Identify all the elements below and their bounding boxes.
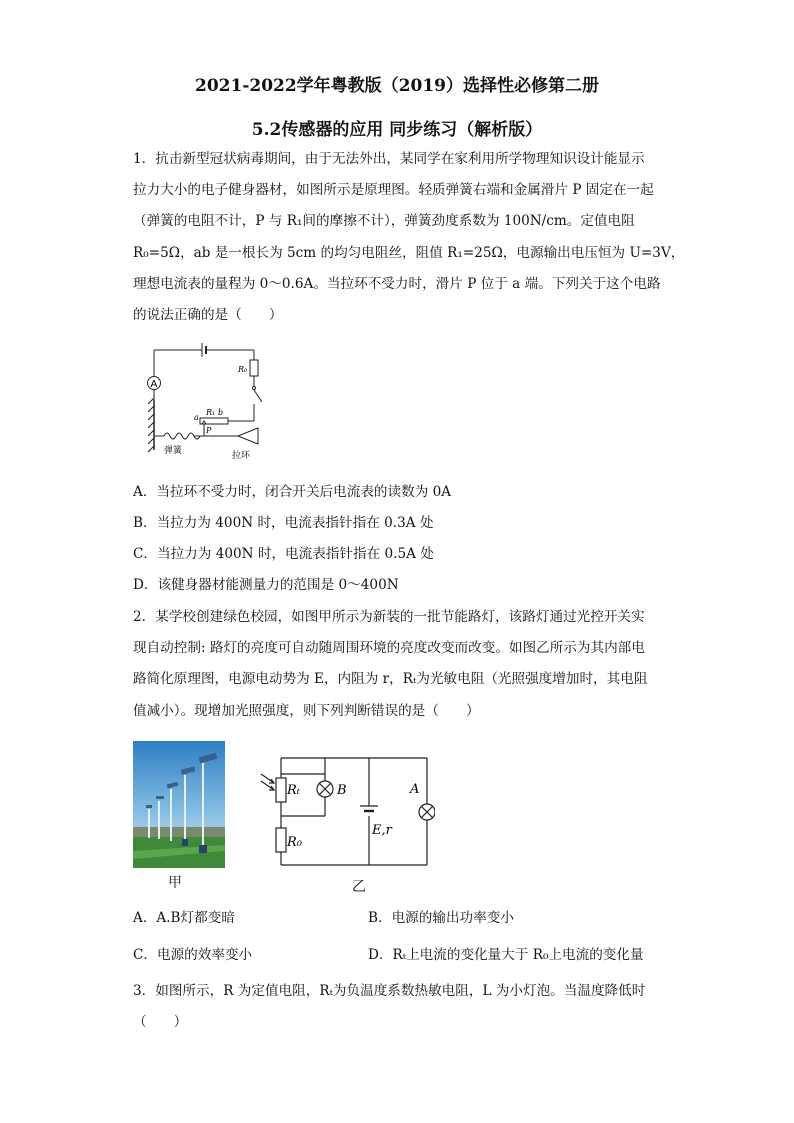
q2-line: 2．某学校创建绿色校园，如图甲所示为新装的一批节能路灯，该路灯通过光控开关实 — [133, 609, 645, 625]
q1-spring-label: 弹簧 — [164, 446, 183, 456]
q1-r1-label: R₁ — [206, 408, 216, 417]
q1-option-c: C．当拉力为 400N 时，电流表指针指在 0.5A 处 — [133, 546, 434, 562]
q2-streetlight-photo — [133, 741, 225, 868]
q2-b-label: B — [337, 783, 347, 798]
q1-circuit-diagram — [140, 338, 290, 463]
q1-p-label: P — [206, 426, 212, 435]
q2-line: 现自动控制: 路灯的亮度可自动随周围环境的亮度改变而改变。如图乙所示为其内部电 — [133, 640, 645, 656]
q2-option-c: C．电源的效率变小 — [133, 947, 253, 963]
doc-title-line2: 5.2传感器的应用 同步练习（解析版） — [251, 120, 543, 140]
q2-option-d: D．Rₜ上电流的变化量大于 R₀上电流的变化量 — [368, 947, 644, 963]
q1-ammeter-label: A — [150, 379, 158, 390]
q1-line: 理想电流表的量程为 0～0.6A。当拉环不受力时，滑片 P 位于 a 端。下列关于这个电路 — [133, 276, 661, 292]
q1-line: 1．抗击新型冠状病毒期间，由于无法外出，某同学在家利用所学物理知识设计能显示 — [133, 151, 645, 167]
q1-r0-label: R₀ — [238, 365, 248, 374]
q2-line: 路简化原理图，电源电动势为 E，内阻为 r，Rₜ为光敏电阻（光照强度增加时，其电阻 — [133, 671, 648, 687]
doc-title-line1: 2021-2022学年粤教版（2019）选择性必修第二册 — [195, 76, 599, 96]
q1-line: R₀=5Ω，ab 是一根长为 5cm 的均匀电阻丝，阻值 R₁=25Ω，电源输出电压恒为 U=3V， — [133, 245, 685, 261]
q2-caption-yi: 乙 — [352, 879, 366, 895]
q2-option-a: A．A.B灯都变暗 — [133, 910, 235, 926]
q1-line: （弹簧的电阻不计，P 与 R₁间的摩擦不计），弹簧劲度系数为 100N/cm。定值电阻 — [133, 213, 635, 229]
q2-r0-label: R₀ — [287, 835, 302, 850]
q1-option-b: B．当拉力为 400N 时，电流表指针指在 0.3A 处 — [133, 515, 434, 531]
q1-option-d: D．该健身器材能测量力的范围是 0～400N — [133, 577, 399, 593]
q2-line: 值减小）。现增加光照强度，则下列判断错误的是（ ） — [133, 703, 480, 719]
q2-er-label: E,r — [372, 823, 392, 838]
q1-b-label: b — [218, 408, 224, 417]
q2-a-label: A — [410, 782, 420, 797]
q3-line: （ ） — [133, 1014, 188, 1030]
q1-line: 的说法正确的是（ ） — [133, 307, 283, 323]
q2-option-b: B．电源的输出功率变小 — [368, 910, 514, 926]
q1-option-a: A．当拉环不受力时，闭合开关后电流表的读数为 0A — [133, 484, 452, 500]
q2-circuit-diagram — [255, 748, 435, 870]
q2-rt-label: Rₜ — [287, 783, 300, 798]
q2-caption-jia: 甲 — [168, 875, 182, 891]
q1-ring-label: 拉环 — [232, 451, 251, 461]
q1-a-label: a — [194, 413, 199, 422]
q3-line: 3．如图所示，R 为定值电阻，Rₜ为负温度系数热敏电阻，L 为小灯泡。当温度降低时 — [133, 983, 646, 999]
q1-line: 拉力大小的电子健身器材，如图所示是原理图。轻质弹簧右端和金属滑片 P 固定在一起 — [133, 182, 654, 198]
